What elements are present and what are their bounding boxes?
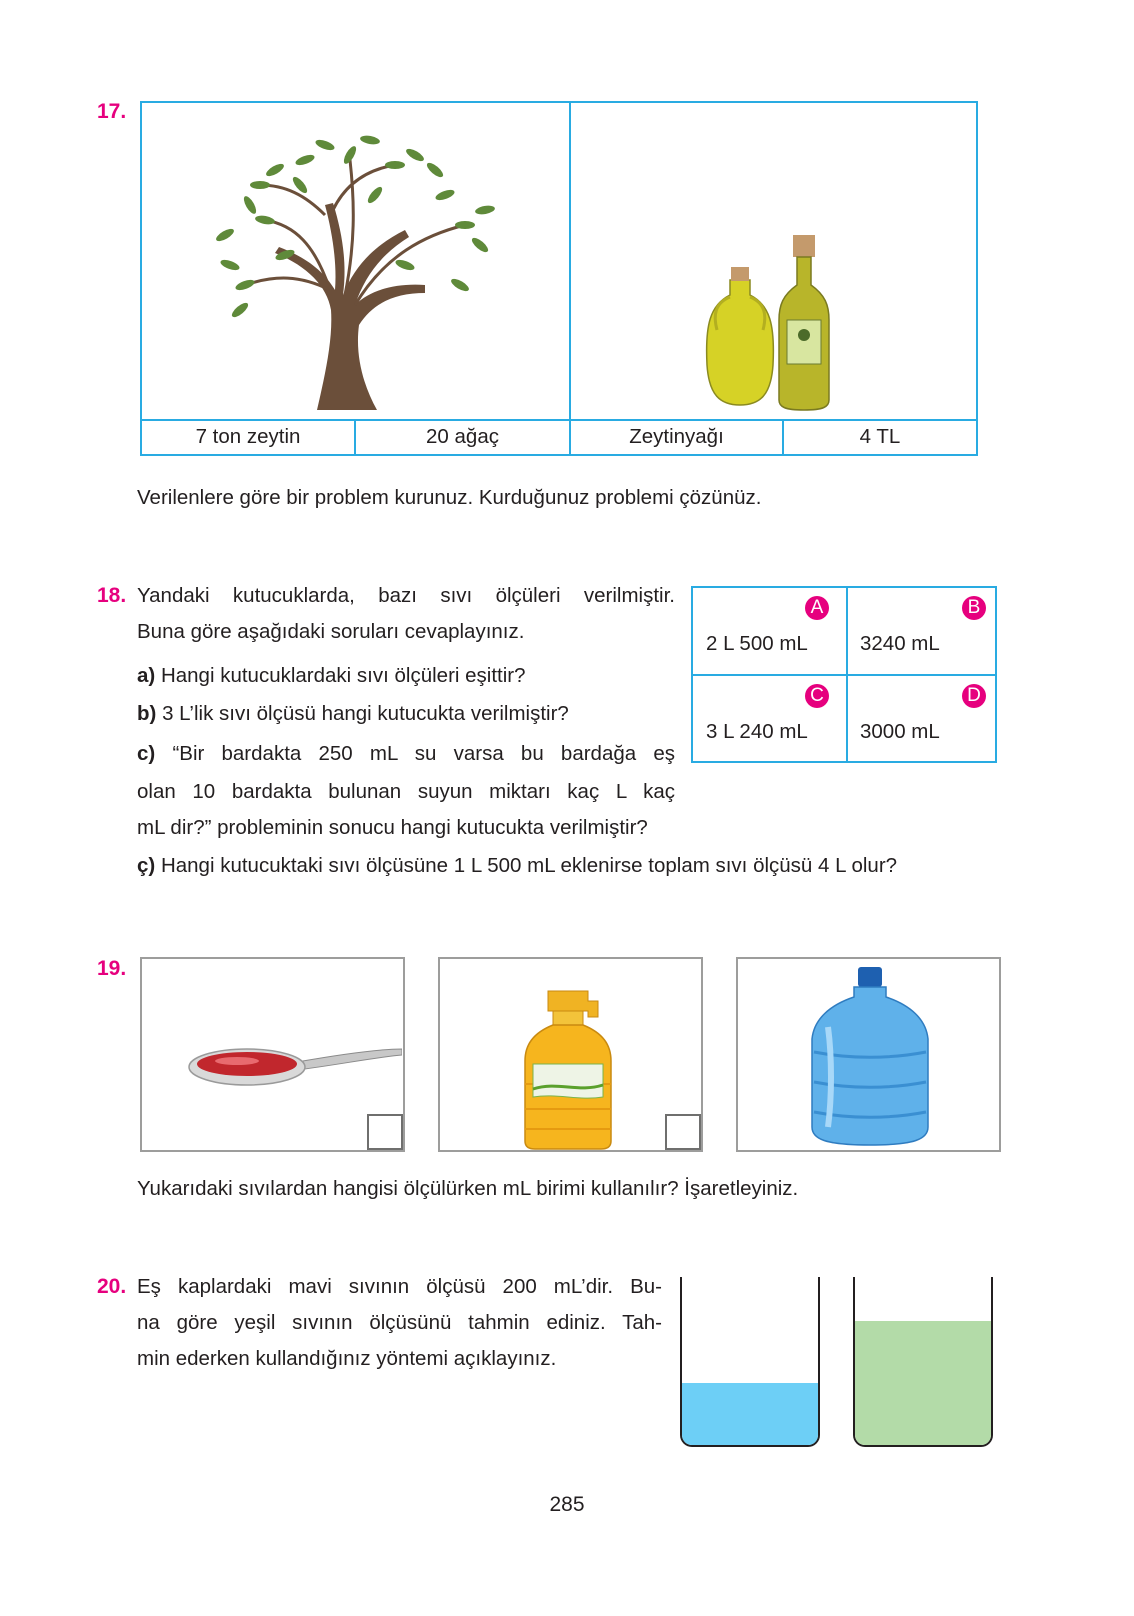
- q17-cell-olive-oil: Zeytinyağı: [629, 425, 724, 448]
- q17-cell-olive-amount: 7 ton zeytin: [195, 425, 301, 448]
- box-d-badge: D: [962, 684, 986, 708]
- q18-part-b: [137, 700, 569, 728]
- q17-cell-tree-count: 20 ağaç: [426, 425, 499, 448]
- box-d-value: 3000 mL: [860, 720, 940, 743]
- question-17-number: 17.: [97, 100, 127, 123]
- question-18-number: 18.: [97, 584, 127, 607]
- olive-oil-bottles-image: [705, 235, 855, 415]
- box-c-value: 3 L 240 mL: [706, 720, 808, 743]
- q18-part-c-line: [137, 740, 675, 768]
- q18-part-c-line: mL dir?” probleminin sonucu hangi kutucukta verilmiştir?: [137, 816, 648, 839]
- beaker-green: [853, 1277, 993, 1447]
- q20-text-line: min ederken kullandığınız yöntemi açıklayınız.: [137, 1347, 557, 1370]
- part-text: Hangi kutucuklardaki sıvı ölçüleri eşittir?: [160, 664, 526, 687]
- q19-instruction: Yukarıdaki sıvılardan hangisi ölçülürken mL birimi kullanılır? İşaretleyiniz.: [137, 1177, 799, 1200]
- page-number: 285: [549, 1493, 585, 1516]
- beaker-blue: [680, 1277, 820, 1447]
- part-label: ç): [137, 854, 156, 877]
- spoon-checkbox[interactable]: [367, 1114, 403, 1150]
- q18-grid-divider: [691, 674, 997, 676]
- q17-instruction: Verilenlere göre bir problem kurunuz. Kurduğunuz problemi çözünüz.: [137, 486, 762, 509]
- part-text: “Bir bardakta 250 mL su varsa bu bardağa eş: [172, 742, 675, 765]
- q17-cell-price: 4 TL: [859, 425, 901, 448]
- question-19-number: 19.: [97, 957, 127, 980]
- q18-part-cc: [137, 852, 897, 880]
- question-20-number: 20.: [97, 1275, 127, 1298]
- part-text: Hangi kutucuktaki sıvı ölçüsüne 1 L 500 mL eklenirse toplam sıvı ölçüsü 4 L olur?: [160, 854, 898, 877]
- q19-option-spoon: [140, 957, 405, 1152]
- box-a-value: 2 L 500 mL: [706, 632, 808, 655]
- q20-text-line: Eş kaplardaki mavi sıvının ölçüsü 200 mL’dir. Bu-: [137, 1275, 662, 1298]
- q18-intro-line: Buna göre aşağıdaki soruları cevaplayınız.: [137, 620, 525, 643]
- spoon-image: [187, 1037, 402, 1092]
- part-label: a): [137, 664, 156, 687]
- q17-divider: [569, 101, 571, 456]
- q18-intro-line: Yandaki kutucuklarda, bazı sıvı ölçüleri verilmiştir.: [137, 584, 675, 607]
- olive-tree-image: [205, 125, 505, 415]
- water-jug-image: [810, 967, 930, 1147]
- part-label: b): [137, 702, 157, 725]
- box-c-badge: C: [805, 684, 829, 708]
- blue-liquid: [682, 1383, 818, 1445]
- box-b-badge: B: [962, 596, 986, 620]
- q18-part-a: [137, 662, 526, 690]
- part-text: 3 L’lik sıvı ölçüsü hangi kutucukta verilmiştir?: [162, 702, 569, 725]
- green-liquid: [855, 1321, 991, 1445]
- q19-option-oil-bottle: [438, 957, 703, 1152]
- part-label: c): [137, 742, 156, 765]
- oil-bottle-image: [523, 989, 613, 1151]
- box-b-value: 3240 mL: [860, 632, 940, 655]
- q20-text-line: na göre yeşil sıvının ölçüsünü tahmin ediniz. Tah-: [137, 1311, 662, 1334]
- q18-part-c-line: olan 10 bardakta bulunan suyun miktarı kaç L kaç: [137, 780, 675, 803]
- oil-bottle-checkbox[interactable]: [665, 1114, 701, 1150]
- box-a-badge: A: [805, 596, 829, 620]
- q19-option-water-jug: [736, 957, 1001, 1152]
